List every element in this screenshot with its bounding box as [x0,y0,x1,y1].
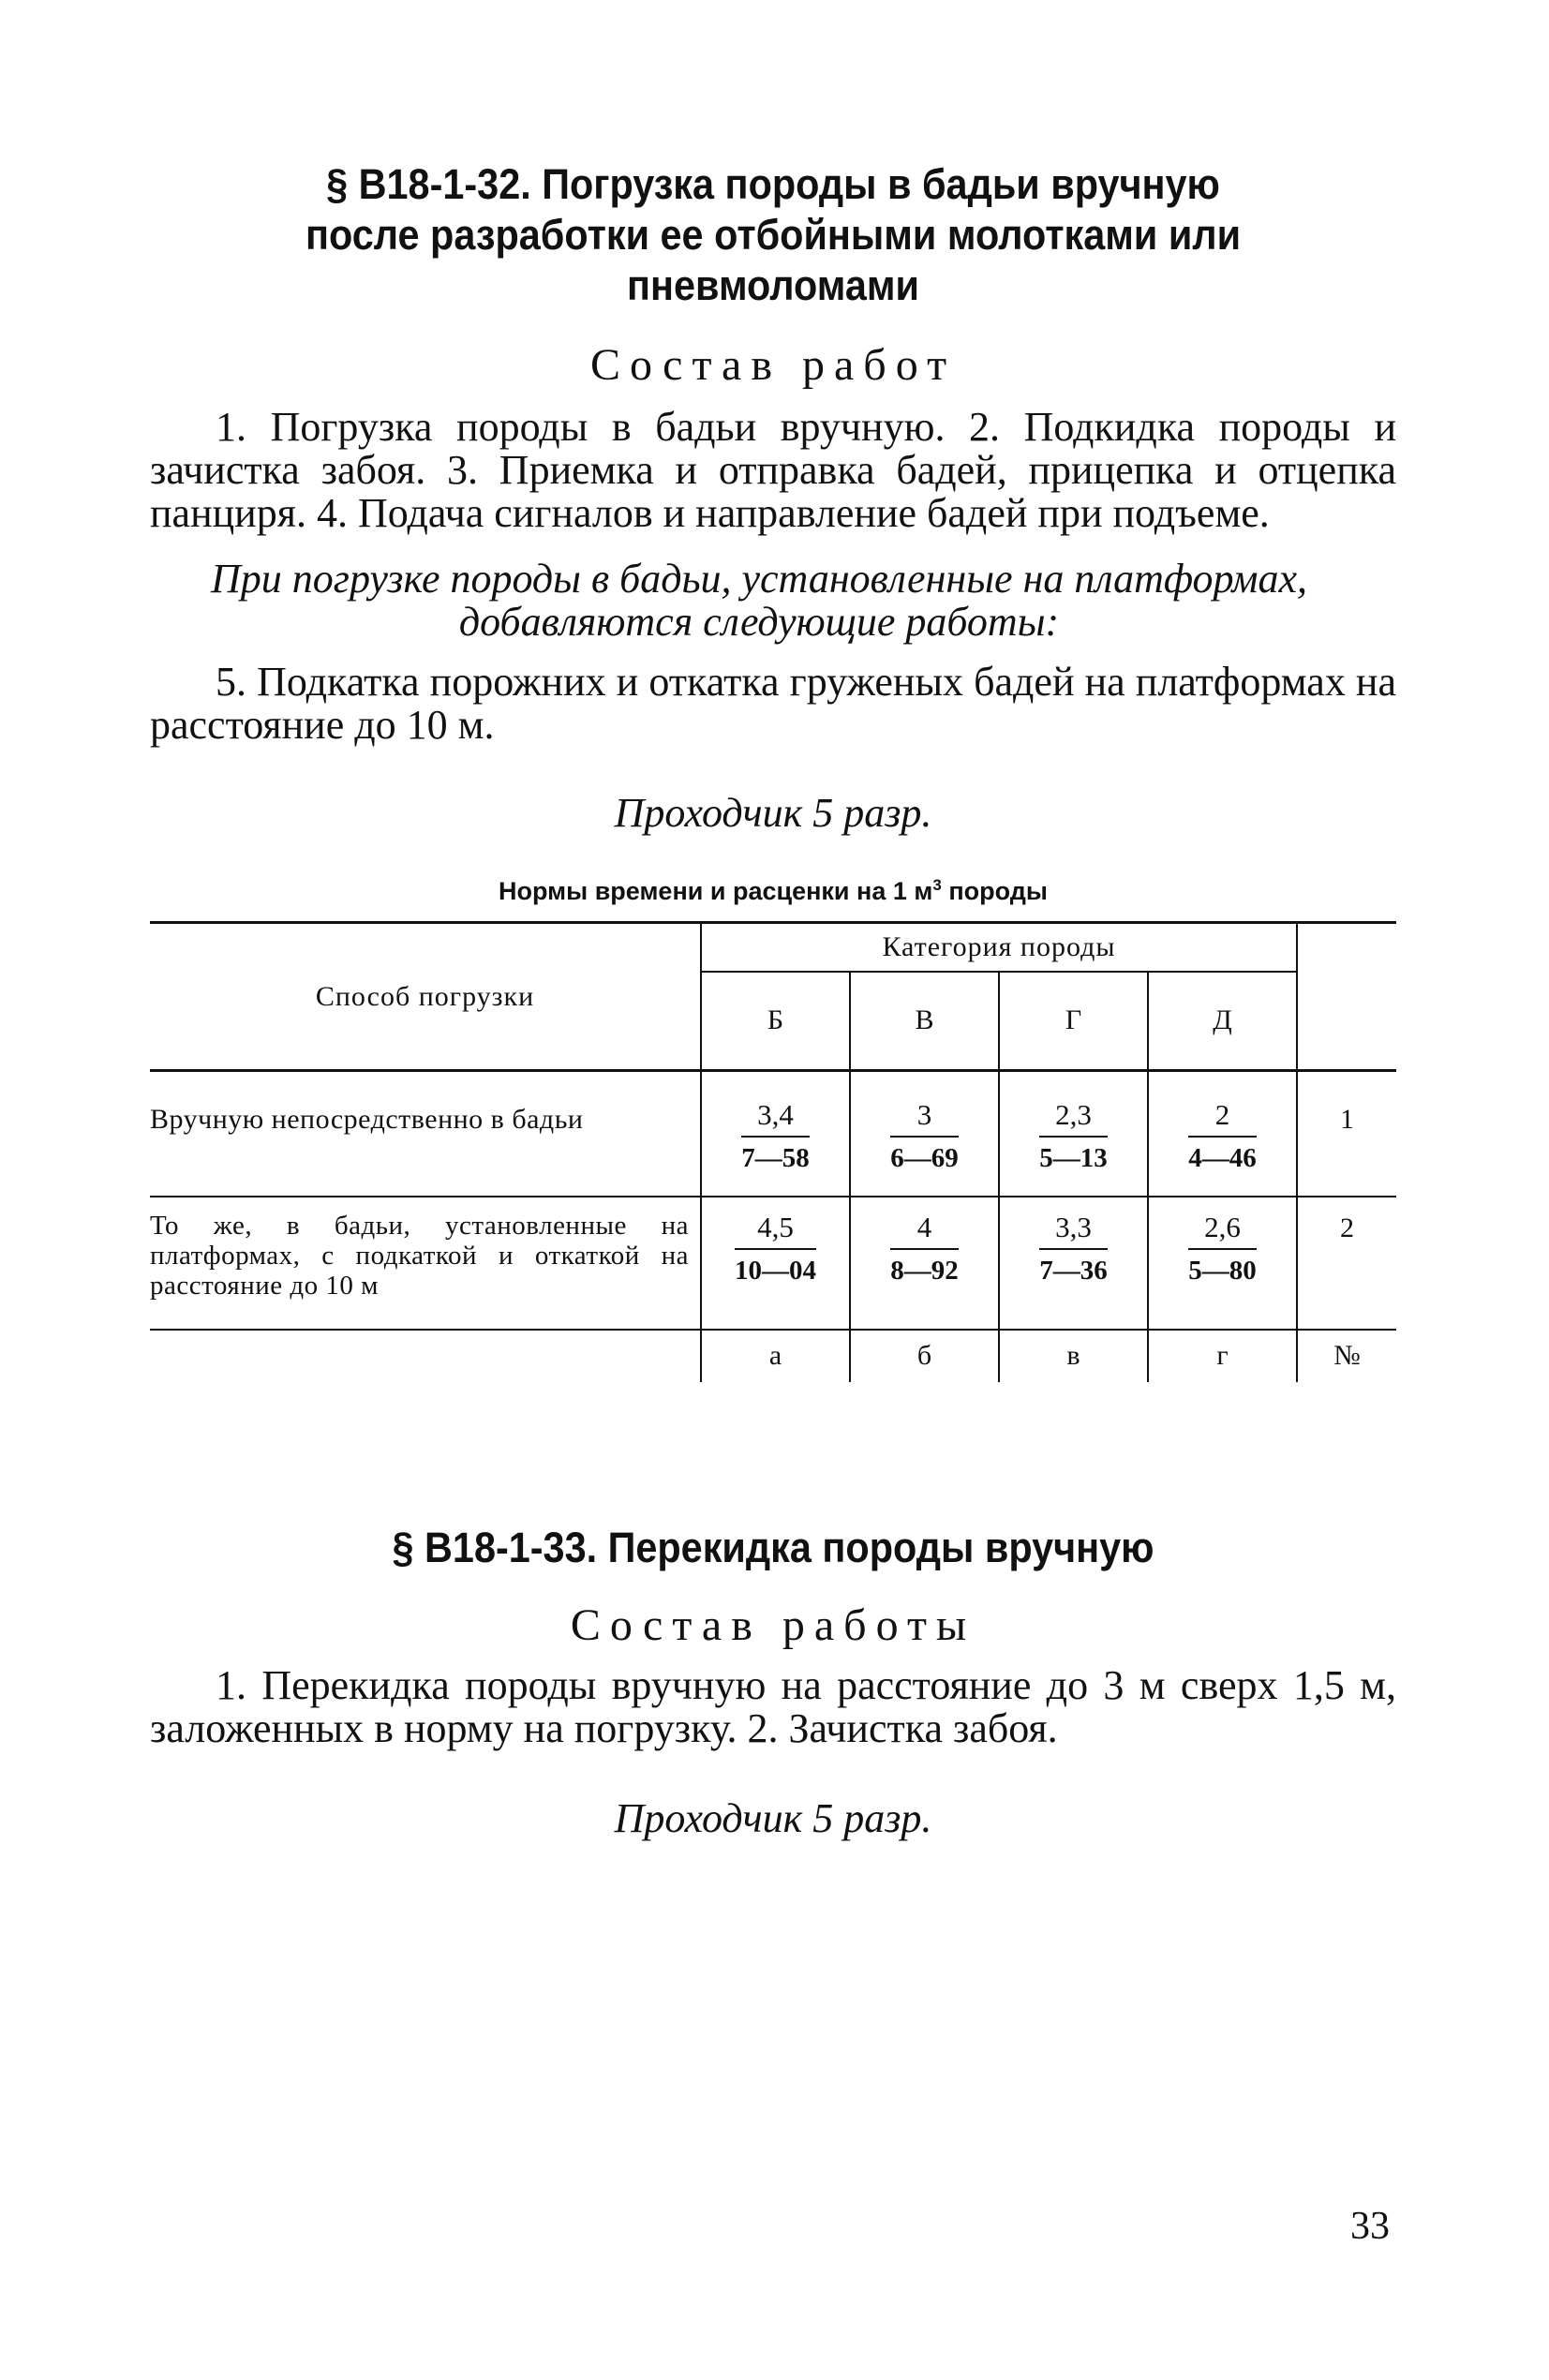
row2-cell-d [1148,1197,1297,1330]
row1-cell-d [1148,1071,1297,1197]
table-footer-row [150,1330,1396,1382]
header-category-g: Г [999,972,1148,1071]
row1-cell-b [701,1071,850,1197]
row2-num: 2 [1297,1197,1396,1330]
table-row [150,1197,1396,1330]
row1-d-price: 4—46 [1188,1143,1257,1173]
work-steps-paragraph-2: 1. Перекидка породы вручную на расстояние до 3 м сверх 1,5 м, заложенных в норму на погрузку. 2. Зачистка забоя. [150,1661,1396,1751]
row2-v-price: 8—92 [890,1255,959,1286]
row1-v-price: 6—69 [890,1143,959,1173]
table-row [150,1071,1396,1197]
footer-a: а [701,1330,850,1382]
row2-g-norm: 3,3 [1039,1211,1108,1250]
row1-cell-v [850,1071,999,1197]
row1-num: 1 [1297,1071,1396,1197]
page-content [150,159,1396,1840]
work-composition-heading: Состав работ [589,340,957,390]
header-category: Категория породы [701,923,1297,972]
row1-g-norm: 2,3 [1039,1098,1108,1138]
header-num-cell [1297,923,1396,1071]
norms-table [150,921,1396,1382]
row1-b-norm: 3,4 [741,1098,810,1138]
section-title-line1: § В18-1-32. Погрузка породы в бадьи вручную [326,160,1220,208]
row1-g-price: 5—13 [1039,1143,1108,1173]
header-method: Способ погрузки [150,923,701,1071]
footer-g: г [1148,1330,1297,1382]
page-number: 33 [1350,2205,1390,2248]
row2-v-norm: 4 [890,1211,959,1250]
additional-work-paragraph: 5. Подкатка порожних и откатка груженых бадей на платформах на расстояние до 10 м. [150,659,1396,748]
row1-method: Вручную непосредственно в бадьи [150,1071,701,1197]
row1-d-norm: 2 [1188,1098,1257,1138]
table-caption [150,876,1396,906]
row2-cell-g [999,1197,1148,1330]
section-title-b18-1-32 [200,159,1347,311]
table-caption-sup: 3 [932,876,942,894]
row2-b-price: 10—04 [735,1255,816,1286]
footer-b: б [850,1330,999,1382]
row1-b-price: 7—58 [741,1143,810,1173]
row2-cell-b [701,1197,850,1330]
italic-note: При погрузке породы в бадьи, установленные на платформах, добавляются следующие работы: [211,556,1307,645]
row2-cell-v [850,1197,999,1330]
worker-grade-2: Проходчик 5 разр. [614,1794,932,1841]
header-category-d: Д [1148,972,1297,1071]
section-title-b18-1-33: § В18-1-33. Перекидка породы вручную [392,1523,1154,1571]
work-steps-paragraph: 1. Погрузка породы в бадьи вручную. 2. Подкидка породы и зачистка забоя. 3. Приемка и отправка бадей, прицепка и отцепка панциря. 4. Подача сигналов и направление бадей при подъеме. [150,404,1396,536]
section-title-line2: после разработки ее отбойными молотками или пневмоломами [305,211,1242,309]
row1-cell-g [999,1071,1148,1197]
table-caption-text: Нормы времени и расценки на 1 м [499,877,933,905]
worker-grade: Проходчик 5 разр. [614,790,932,836]
footer-v: в [999,1330,1148,1382]
table-caption-tail: породы [941,877,1048,905]
footer-empty [150,1330,701,1382]
footer-num-sign: № [1333,1340,1361,1371]
header-category-v: В [850,972,999,1071]
work-composition-heading-2: Состав работы [570,1599,976,1650]
header-category-b: Б [701,972,850,1071]
row1-v-norm: 3 [890,1098,959,1138]
row2-d-norm: 2,6 [1188,1211,1257,1250]
row2-d-price: 5—80 [1188,1255,1257,1286]
row2-method: То же, в бадьи, установленные на платформах, с подкаткой и откаткой на расстояние до 10 м [150,1197,701,1330]
row2-g-price: 7—36 [1039,1255,1108,1286]
row2-b-norm: 4,5 [735,1211,816,1250]
